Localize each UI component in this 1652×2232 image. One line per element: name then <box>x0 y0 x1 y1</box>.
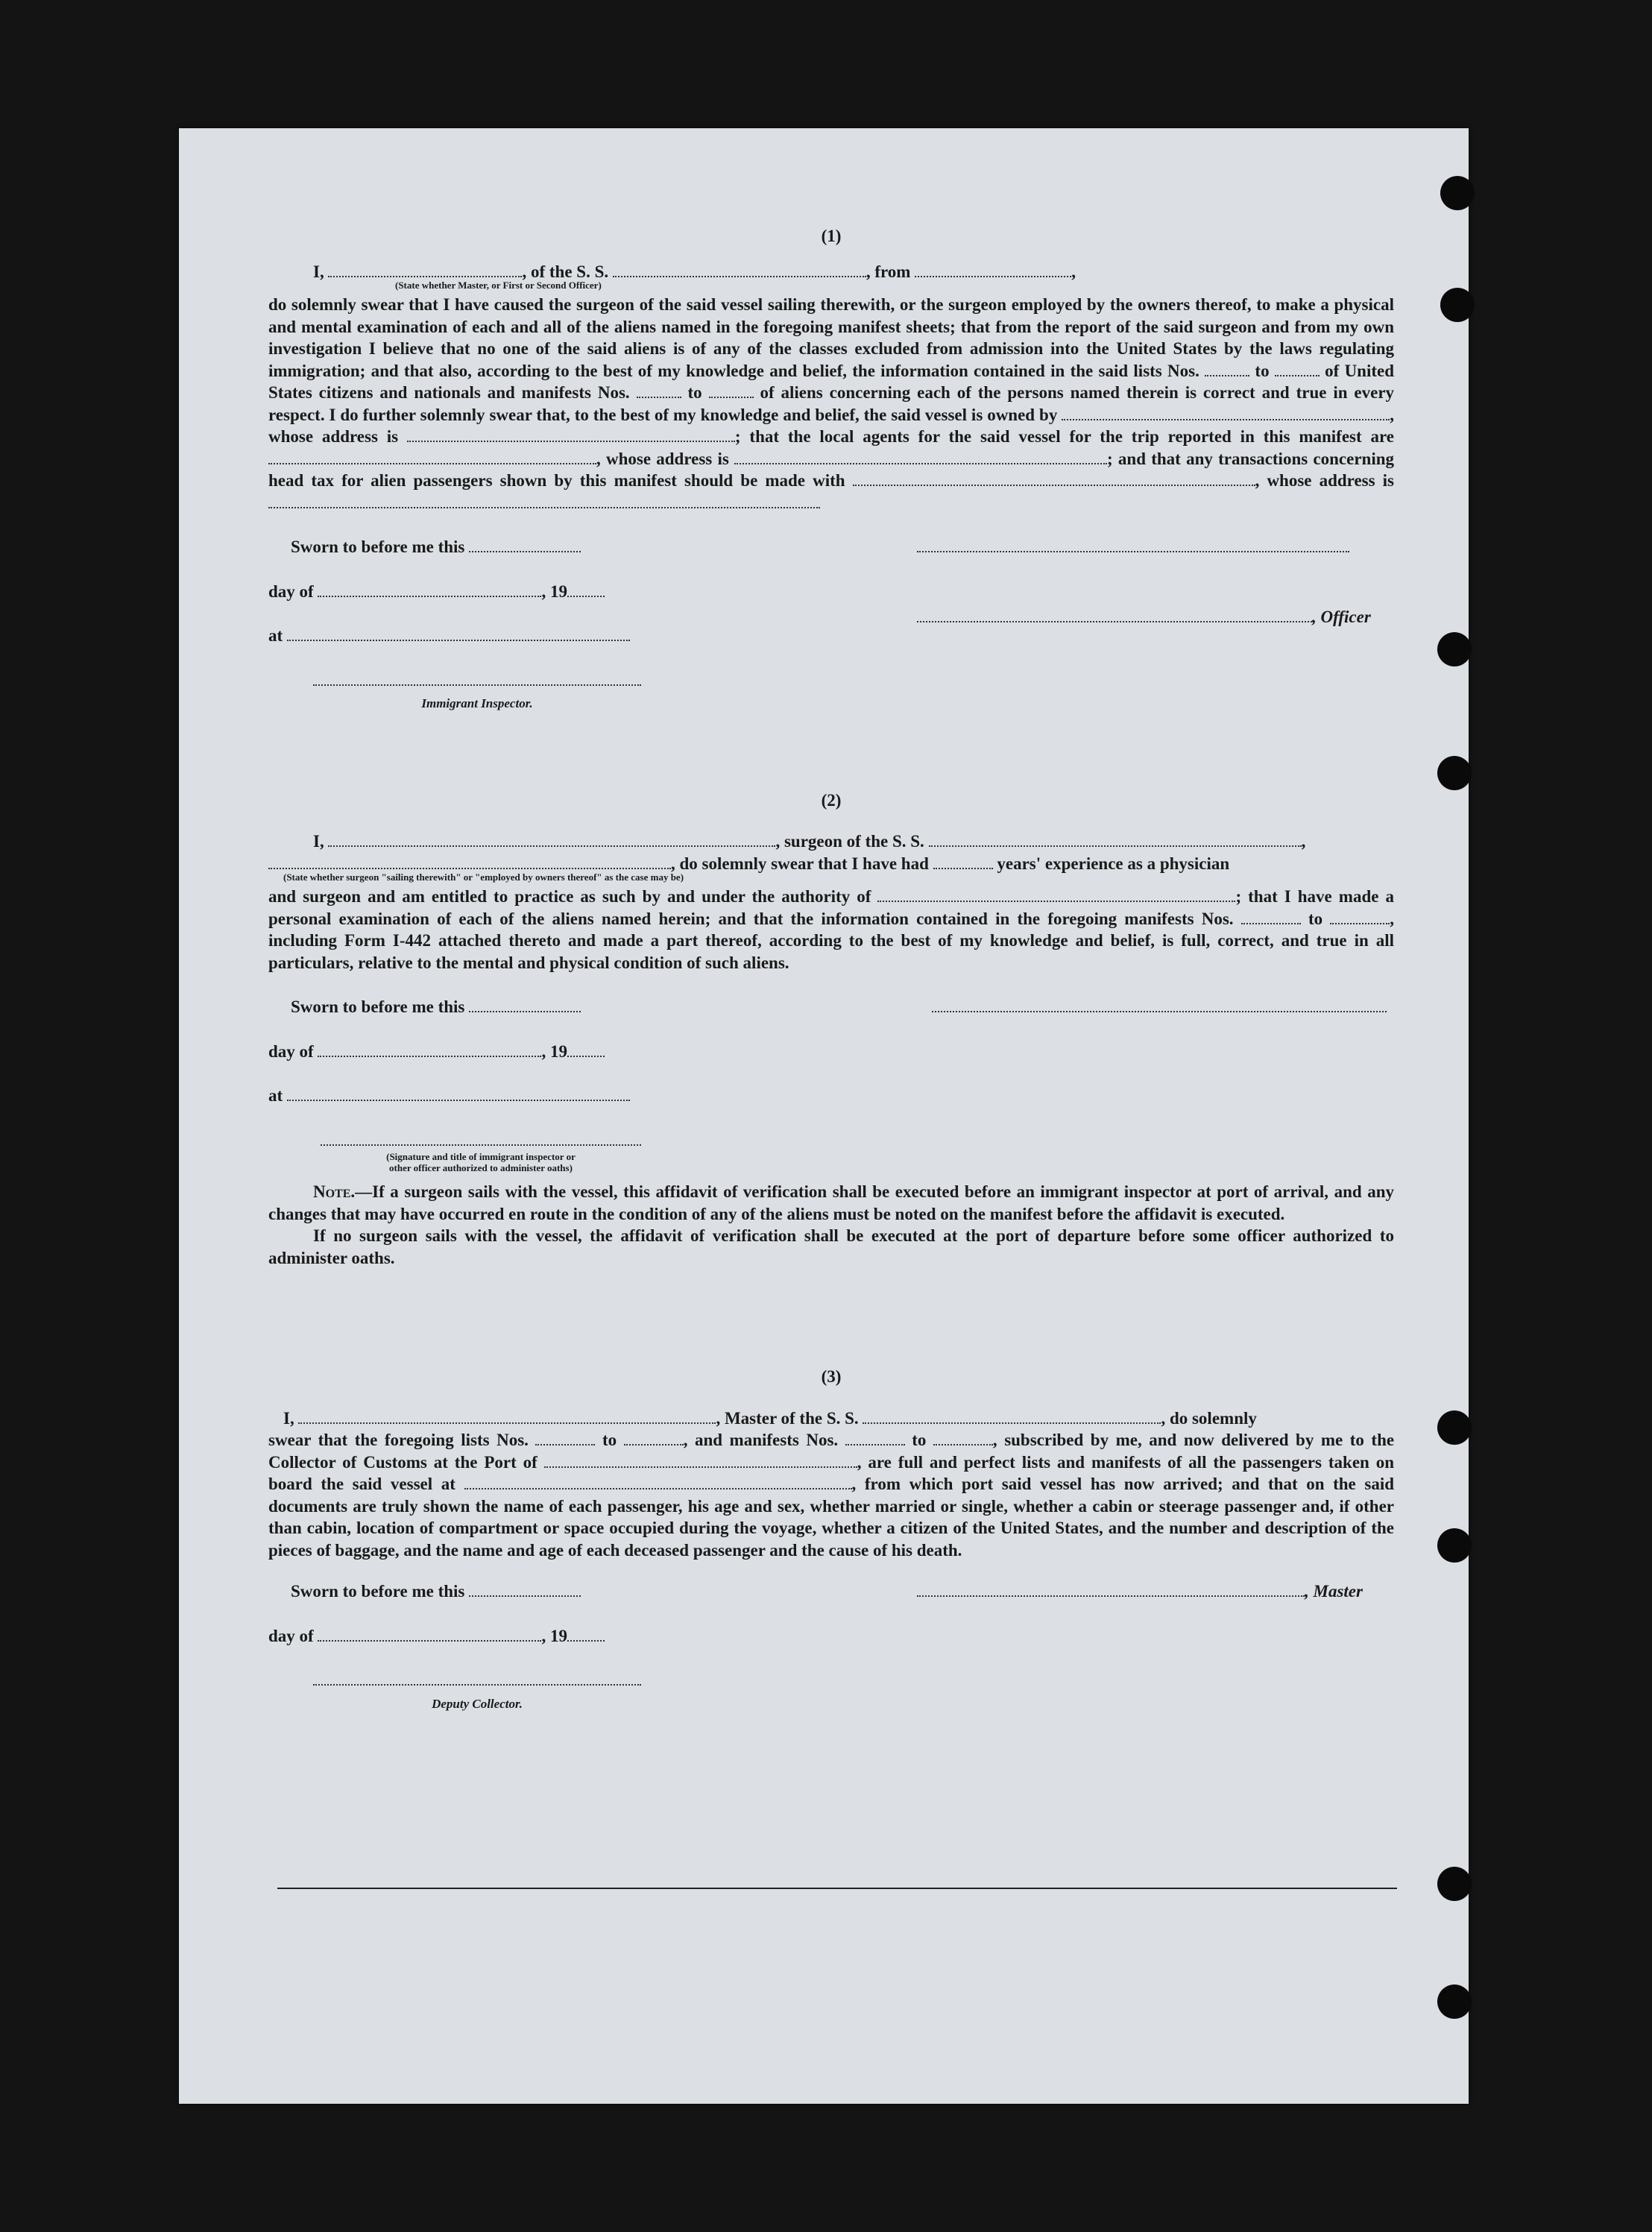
manifests-to-blank[interactable] <box>1330 909 1390 924</box>
text: of United States citizens and nationals and manifests Nos. <box>268 361 1395 402</box>
signature-caption <box>268 1151 626 1173</box>
text: years' experience as a physician <box>997 854 1230 873</box>
inspector-caption: Immigrant Inspector. <box>421 696 533 710</box>
note-paragraph-1 <box>268 1181 1394 1225</box>
section-number: (1) <box>821 227 842 245</box>
manifests-from-blank[interactable] <box>1241 909 1301 924</box>
vessel-name-blank[interactable] <box>863 1409 1161 1424</box>
surgeon-signature-blank[interactable] <box>932 997 1387 1012</box>
agents-blank[interactable] <box>268 450 596 464</box>
text: (Signature and title of immigrant inspector or <box>386 1151 576 1162</box>
section-2-paragraph <box>268 886 1394 974</box>
text: , <box>1301 832 1306 851</box>
surgeon-signature-block <box>932 996 1394 1018</box>
authority-blank[interactable] <box>877 887 1235 902</box>
origin-blank[interactable] <box>915 262 1071 277</box>
form-body <box>268 225 1394 1715</box>
text: , whose address is <box>1255 471 1394 490</box>
text: , and manifests Nos. <box>683 1431 839 1449</box>
surgeon-type-blank[interactable] <box>268 854 671 869</box>
head-tax-address-blank[interactable] <box>268 494 820 508</box>
collector-caption: Deputy Collector. <box>432 1696 523 1711</box>
section-3-paragraph <box>268 1429 1394 1561</box>
text: , including Form I-442 attached thereto and made a part thereof, according to the best of my knowledge and belief, is full, correct, and true in all particulars, relative to the mental and physical condition of such aliens. <box>268 909 1395 972</box>
head-tax-contact-blank[interactable] <box>853 471 1255 486</box>
binder-hole <box>1437 756 1472 790</box>
vessel-name-blank[interactable] <box>929 832 1302 847</box>
text: , are full and perfect lists and manifests of all the passengers taken on board the said vessel at <box>268 1452 1395 1493</box>
text: , of the S. S. <box>522 262 609 281</box>
note-label: Note. <box>313 1182 356 1201</box>
binder-hole <box>1437 632 1472 666</box>
text: to <box>602 1431 617 1449</box>
inspector-signature-blank[interactable] <box>313 671 641 686</box>
binder-hole <box>1437 1984 1472 2019</box>
officer-block <box>917 536 1394 628</box>
section-number: (3) <box>821 1367 842 1386</box>
surgeon-caption: (State whether surgeon "sailing therewith" or "employed by owners thereof" as the case may be) <box>283 871 684 883</box>
note-paragraph-2: If no surgeon sails with the vessel, the affidavit of verification shall be executed at the port of departure before some officer authorized to administer oaths. <box>268 1226 1394 1267</box>
text: other officer authorized to administer oaths) <box>389 1162 573 1173</box>
month-blank[interactable] <box>318 1627 541 1642</box>
month-blank[interactable] <box>318 582 541 597</box>
text: Sworn to before me this <box>291 997 465 1016</box>
year-blank[interactable] <box>567 1627 605 1642</box>
master-signature-blank[interactable] <box>917 1582 1305 1597</box>
text: , do solemnly <box>1161 1408 1257 1428</box>
place-blank[interactable] <box>287 1086 630 1101</box>
text: , from which port said vessel has now arrived; and that on the said documents are truly shown the name of each passenger, his age and sex, whether married or single, whether a cabin or steerage passenger and, if other than cabin, location of compartment or space occupied during the voyage, whether a citizen of the United States, and the number and description of the pieces of baggage, and the name and age of each deceased passenger and the cause of his death. <box>268 1475 1395 1560</box>
oath-block <box>268 996 656 1173</box>
text: , whose address is <box>596 449 729 468</box>
text: , 19 <box>541 1041 567 1061</box>
inspector-signature-blank[interactable] <box>321 1131 641 1146</box>
collector-signature-blank[interactable] <box>313 1671 641 1686</box>
section-1 <box>268 225 1394 715</box>
text: Sworn to before me this <box>291 537 465 556</box>
section-3-line-1 <box>268 1407 1394 1430</box>
text: swear that the foregoing lists Nos. <box>268 1431 529 1449</box>
officer-signature-blank-2[interactable] <box>917 608 1312 622</box>
lists-from-blank[interactable] <box>1205 362 1249 376</box>
text: to <box>1255 361 1270 380</box>
text: day of <box>268 1041 314 1061</box>
officer-signature-blank-1[interactable] <box>917 537 1349 552</box>
surgeon-name-blank[interactable] <box>328 832 775 847</box>
sworn-day-blank[interactable] <box>469 1582 581 1597</box>
master-block <box>917 1580 1394 1603</box>
text: and surgeon and am entitled to practice as such by and under the authority of <box>268 887 871 906</box>
section-3 <box>268 1366 1394 1715</box>
lists-from-blank[interactable] <box>535 1431 595 1446</box>
owner-blank[interactable] <box>1062 406 1390 420</box>
manifest-back-sheet <box>179 128 1469 2104</box>
vessel-name-blank[interactable] <box>613 262 866 277</box>
section-number: (2) <box>821 790 842 810</box>
manifests-from-blank[interactable] <box>637 383 681 398</box>
text: at <box>268 1086 283 1105</box>
text: I, <box>313 262 324 281</box>
section-1-paragraph <box>268 294 1394 514</box>
text: , do solemnly swear that I have had <box>671 854 929 873</box>
text: ; that the local agents for the said vessel for the trip reported in this manifest are <box>734 427 1395 446</box>
section-2-signature-block <box>268 996 1394 1173</box>
text: , <box>1071 262 1076 281</box>
years-blank[interactable] <box>933 854 993 869</box>
text: Sworn to before me this <box>291 1582 465 1601</box>
binder-hole <box>1440 176 1475 210</box>
sworn-day-blank[interactable] <box>469 997 581 1012</box>
manifests-to-blank[interactable] <box>933 1431 993 1446</box>
text: , whose address is <box>268 405 1395 446</box>
text: ; and that any transactions concerning head tax for alien passengers shown by this manifest should be made with <box>268 449 1395 490</box>
year-blank[interactable] <box>567 582 605 597</box>
year-blank[interactable] <box>567 1042 605 1057</box>
agents-address-blank[interactable] <box>734 450 1107 464</box>
text: , 19 <box>541 581 567 601</box>
binder-hole <box>1437 1528 1472 1563</box>
text: to <box>687 383 702 402</box>
manifests-to-blank[interactable] <box>709 383 754 398</box>
text: , 19 <box>541 1626 567 1645</box>
text: day of <box>268 1626 314 1645</box>
section-2-line-1 <box>268 830 1394 853</box>
text: , surgeon of the S. S. <box>775 832 924 851</box>
text: day of <box>268 581 314 601</box>
text: , subscribed by me, and now delivered by me to the Collector of Customs at the Port of <box>268 1431 1395 1472</box>
sworn-day-blank[interactable] <box>469 537 581 552</box>
oath-block <box>268 536 656 715</box>
text: to <box>1308 909 1323 928</box>
officer-label: , Officer <box>1312 607 1371 626</box>
text: do solemnly swear that I have caused the surgeon of the said vessel sailing therewith, or the surgeon employed by the owners thereof, to make a physical and mental examination of each and all of the aliens named in the foregoing manifest sheets; that from the report of the said surgeon and from my own investigation I believe that no one of the said aliens is of any of the classes excluded from admission into the United States by the laws regulating immigration; and that also, according to the best of my knowledge and belief, the information contained in the said lists Nos. <box>268 295 1394 380</box>
port-blank[interactable] <box>544 1453 857 1468</box>
bottom-rule <box>277 1888 1397 1889</box>
manifests-from-blank[interactable] <box>845 1431 905 1446</box>
departure-port-blank[interactable] <box>464 1475 852 1489</box>
binder-hole <box>1440 288 1475 322</box>
text: ; that I have made a personal examination of each of the aliens named herein; and that the information contained in the foregoing manifests Nos. <box>268 887 1394 928</box>
oath-block <box>268 1580 656 1715</box>
master-label: , Master <box>1305 1582 1363 1601</box>
text: I, <box>313 832 324 851</box>
text: —If a surgeon sails with the vessel, this affidavit of verification shall be executed before an immigrant inspector at port of arrival, and any changes that may have occurred en route in the condition of any of the aliens must be noted on the manifest before the affidavit is executed. <box>268 1182 1394 1223</box>
text: to <box>912 1431 927 1449</box>
text: of aliens concerning each of the persons named therein is correct and true in every respect. I do further solemnly swear that, to the best of my knowledge and belief, the said vessel is owned by <box>268 383 1395 424</box>
lists-to-blank[interactable] <box>1275 362 1320 376</box>
owner-address-blank[interactable] <box>407 427 735 442</box>
rank-blank[interactable] <box>328 262 522 277</box>
text: I, <box>283 1408 294 1428</box>
lists-to-blank[interactable] <box>624 1431 684 1446</box>
text: , Master of the S. S. <box>716 1408 859 1428</box>
binder-hole <box>1437 1410 1472 1445</box>
binder-hole <box>1437 1867 1472 1901</box>
section-1-signature-block <box>268 536 1394 715</box>
rank-caption: (State whether Master, or First or Second Officer) <box>395 280 602 291</box>
month-blank[interactable] <box>318 1042 541 1057</box>
section-3-signature-block <box>268 1580 1394 1715</box>
section-2 <box>268 789 1394 1270</box>
master-name-blank[interactable] <box>298 1409 716 1424</box>
text: , from <box>866 262 911 281</box>
text: at <box>268 626 283 645</box>
place-blank[interactable] <box>287 626 630 641</box>
